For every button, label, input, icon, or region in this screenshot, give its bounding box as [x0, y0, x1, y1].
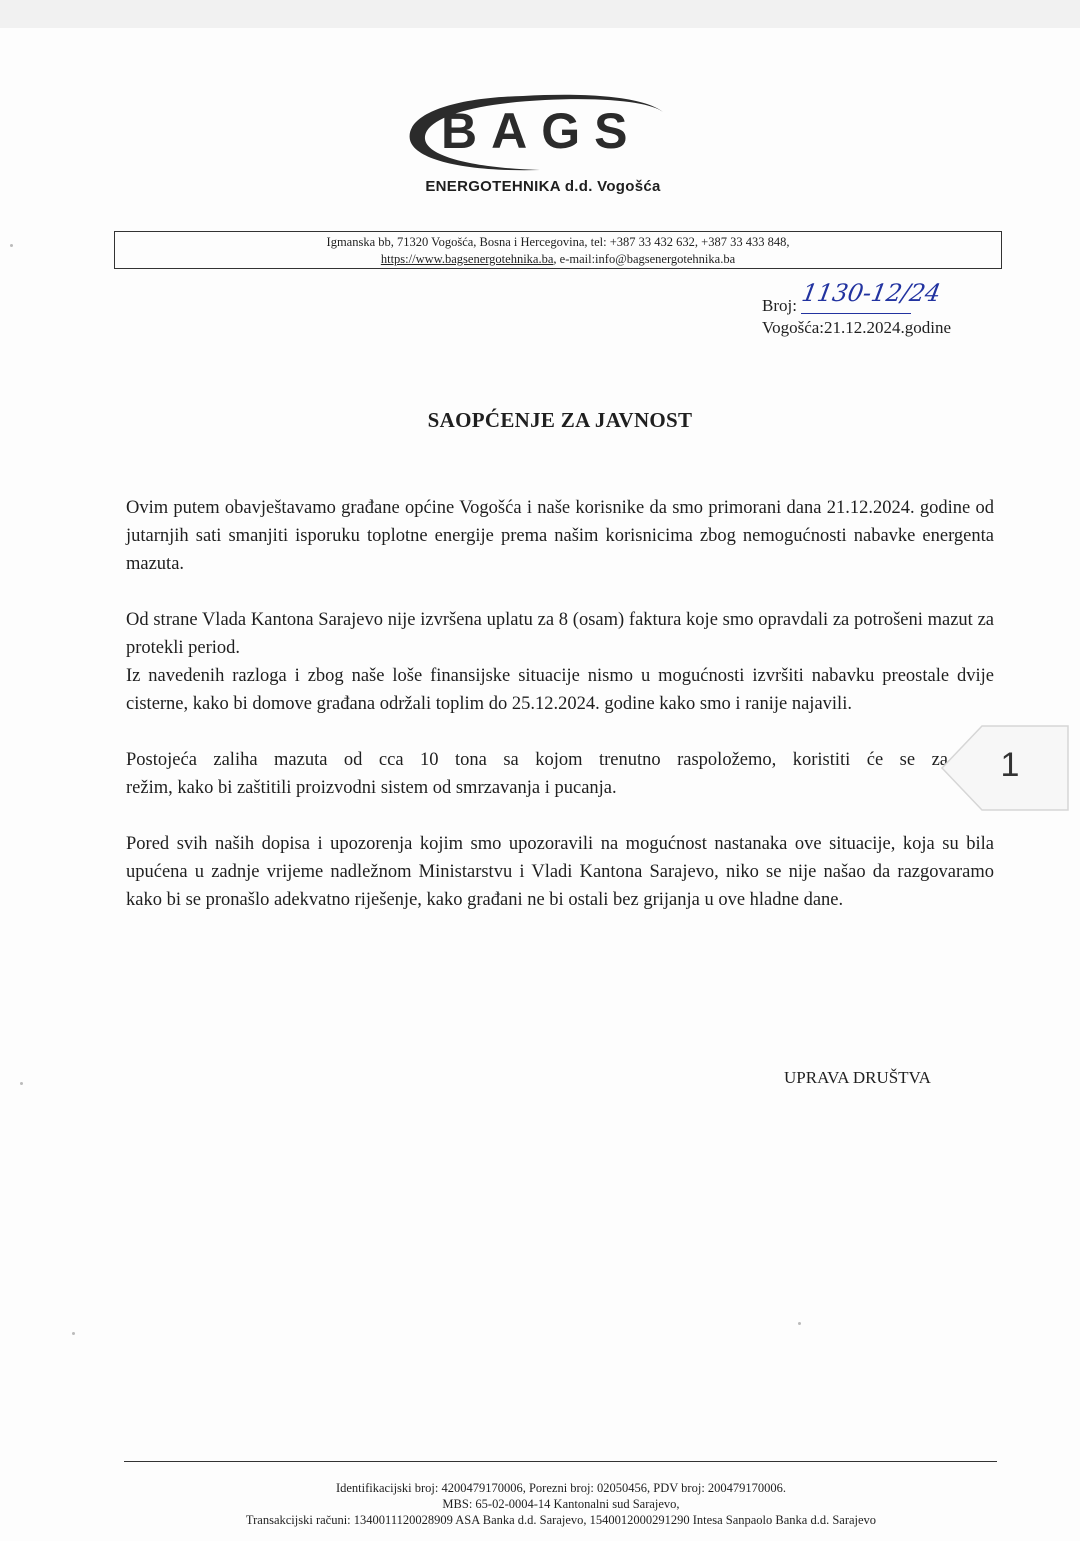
paragraph-4b: režim, kako bi zaštitili proizvodni sistem od smrzavanja i pucanja. [126, 778, 617, 798]
footer-line-2: MBS: 65-02-0004-14 Kantonalni sud Sarajevo, [442, 1497, 680, 1511]
footer-divider [124, 1461, 997, 1462]
broj-handwritten-number: 1130-12/24 [799, 279, 943, 307]
place-date: Vogošća:21.12.2024.godine [762, 318, 952, 337]
page-indicator[interactable] [940, 724, 1070, 812]
signature-block: UPRAVA DRUŠTVA [784, 1068, 931, 1087]
email-text: , e-mail:info@bagsenergotehnika.ba [553, 252, 736, 266]
contact-line [115, 251, 1001, 268]
scan-speck [20, 1082, 23, 1085]
page-number: 1 [1000, 746, 1020, 784]
address-box [114, 231, 1002, 269]
footer-line-3: Transakcijski računi: 1340011120028909 ASA Banka d.d. Sarajevo, 1540012000291290 Intesa Sanpaolo Banka d.d. Sarajevo [245, 1513, 877, 1527]
company-line [0, 178, 1080, 196]
paragraph-5: Pored svih naših dopisa i upozorenja kojim smo upozoravili na mogućnost nastanaka ove situacije, koja su bila upućena u zadnje vrijeme nadležnom Ministarstvu i Vladi Kantona Sarajevo, niko se nije našao da razgovaramo kako bi se pronašlo adekvatno riješenje, kako građani ne bi ostali bez grijanja u ove hladne dane. [126, 834, 994, 910]
paragraph-2: Od strane Vlada Kantona Sarajevo nije izvršena uplatu za 8 (osam) faktura koje smo opravdali za potrošeni mazut za protekli period. [126, 610, 994, 658]
scan-speck [72, 1332, 75, 1335]
logo-text: BAGS [441, 103, 642, 159]
website-link[interactable]: https://www.bagsenergotehnika.ba [380, 252, 554, 266]
scan-speck [798, 1322, 801, 1325]
broj-underline [801, 313, 911, 314]
address-line: Igmanska bb, 71320 Vogošća, Bosna i Hercegovina, tel: +387 33 432 632, +387 33 433 848, [326, 235, 790, 249]
viewer-top-bar [0, 0, 1080, 28]
paragraph-3: Iz navedenih razloga i zbog naše loše finansijske situacije nismo u mogućnosti izvršiti nabavku preostale dvije cisterne, kako bi domove građana održali toplim do 25.12.2024. godine kako smo i ranije najavili. [126, 666, 994, 714]
document-body [126, 494, 994, 914]
scan-speck [10, 244, 13, 247]
company-name: ENERGOTEHNIKA d.d. Vogošća [425, 178, 661, 195]
broj-label: Broj: [762, 296, 797, 315]
document-title: SAOPĆENJE ZA JAVNOST [427, 408, 693, 432]
paragraph-4a: Postojeća zaliha mazuta od cca 10 tona sa kojom trenutno raspoložemo, koristiti će se za [126, 750, 948, 770]
paragraph-1: Ovim putem obavještavamo građane općine Vogošća i naše korisnike da smo primorani dana 21.12.2024. godine od jutarnjih sati smanjiti isporuku toplotne energije prema našim korisnicima zbog nemogućnosti nabavke energenta mazuta. [126, 498, 994, 574]
broj-line [762, 280, 1062, 314]
footer [0, 1480, 1080, 1528]
footer-line-1: Identifikacijski broj: 4200479170006, Porezni broj: 02050456, PDV broj: 200479170006. [335, 1481, 787, 1495]
reference-block [762, 280, 1062, 341]
bags-logo [405, 82, 675, 177]
